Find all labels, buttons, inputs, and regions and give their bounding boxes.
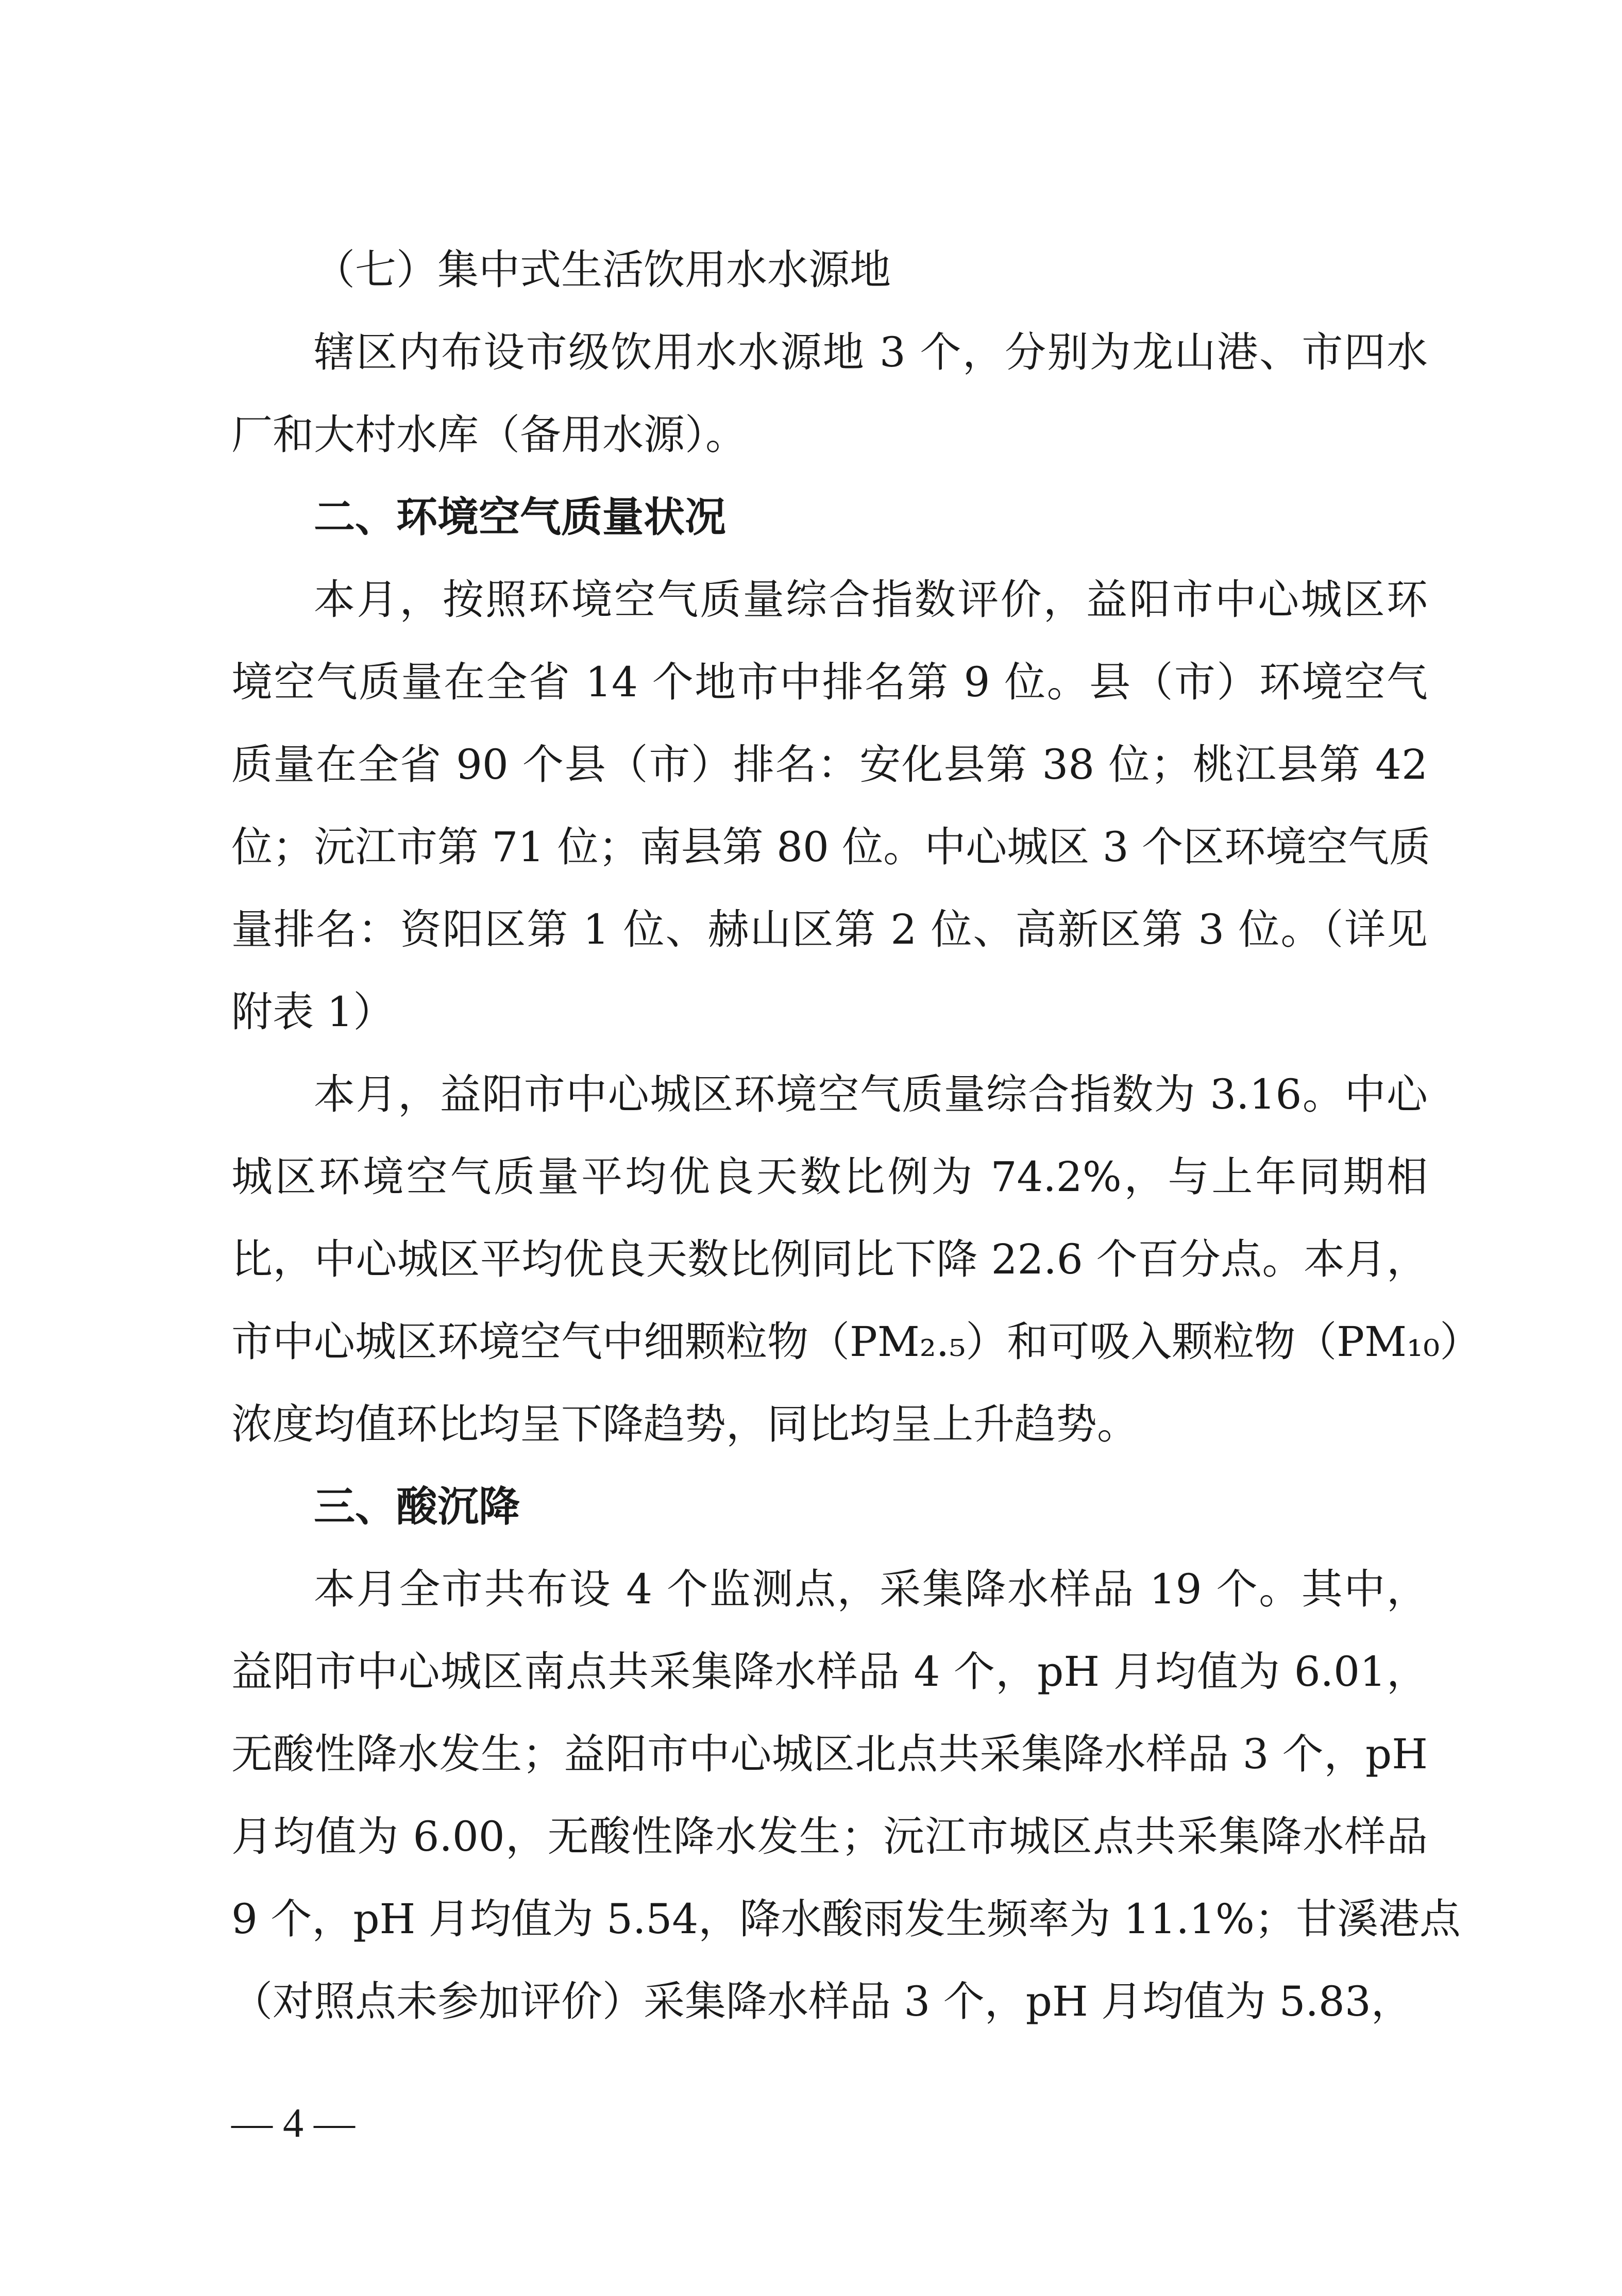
page-number: — 4 — (231, 2101, 355, 2146)
text-line: 辖区内布设市级饮用水水源地 3 个，分别为龙山港、市四水 (314, 328, 1428, 376)
text-line: 比，中心城区平均优良天数比例同比下降 22.6 个百分点。本月， (231, 1235, 1428, 1283)
text-line: 量排名：资阳区第 1 位、赫山区第 2 位、高新区第 3 位。（详见 (231, 906, 1428, 953)
text-line: （七）集中式生活饮用水水源地 (314, 246, 891, 294)
paragraph (231, 311, 1428, 476)
text-line: 益阳市中心城区南点共采集降水样品 4 个，pH 月均值为 6.01， (231, 1648, 1428, 1696)
paragraph (231, 1053, 1481, 1466)
text-line: 无酸性降水发生；益阳市中心城区北点共采集降水样品 3 个，pH (231, 1730, 1428, 1778)
text-line: 城区环境空气质量平均优良天数比例为 74.2%，与上年同期相 (231, 1153, 1428, 1201)
text-line: 本月，按照环境空气质量综合指数评价，益阳市中心城区环 (314, 576, 1428, 624)
text-line: 境空气质量在全省 14 个地市中排名第 9 位。县（市）环境空气 (231, 658, 1428, 706)
text-line: 厂和大村水库（备用水源）。 (231, 411, 747, 459)
text-line: 月均值为 6.00，无酸性降水发生；沅江市城区点共采集降水样品 (231, 1813, 1428, 1861)
document-body (231, 229, 1481, 2043)
text-line: 附表 1） (231, 988, 395, 1036)
text-line: 市中心城区环境空气中细颗粒物（PM₂.₅）和可吸入颗粒物（PM₁₀） (231, 1318, 1481, 1366)
paragraph (231, 559, 1431, 1053)
subsection-heading (231, 229, 1428, 311)
text-line: 本月，益阳市中心城区环境空气质量综合指数为 3.16。中心 (314, 1070, 1428, 1118)
text-line: 位；沅江市第 71 位；南县第 80 位。中心城区 3 个区环境空气质 (231, 823, 1431, 871)
text-line: 浓度均值环比均呈下降趋势，同比均呈上升趋势。 (231, 1400, 1138, 1448)
text-line: 9 个，pH 月均值为 5.54，降水酸雨发生频率为 11.1%；甘溪港点 (231, 1895, 1461, 1943)
text-line: 二、环境空气质量状况 (314, 493, 726, 541)
section-heading (231, 1466, 1428, 1548)
text-line: 本月全市共布设 4 个监测点，采集降水样品 19 个。其中， (314, 1565, 1428, 1613)
text-line: 三、酸沉降 (314, 1483, 520, 1531)
paragraph (231, 1548, 1461, 2043)
text-line: （对照点未参加评价）采集降水样品 3 个，pH 月均值为 5.83， (231, 1977, 1412, 2025)
text-line: 质量在全省 90 个县（市）排名：安化县第 38 位；桃江县第 42 (231, 741, 1428, 789)
section-heading (231, 476, 1428, 559)
